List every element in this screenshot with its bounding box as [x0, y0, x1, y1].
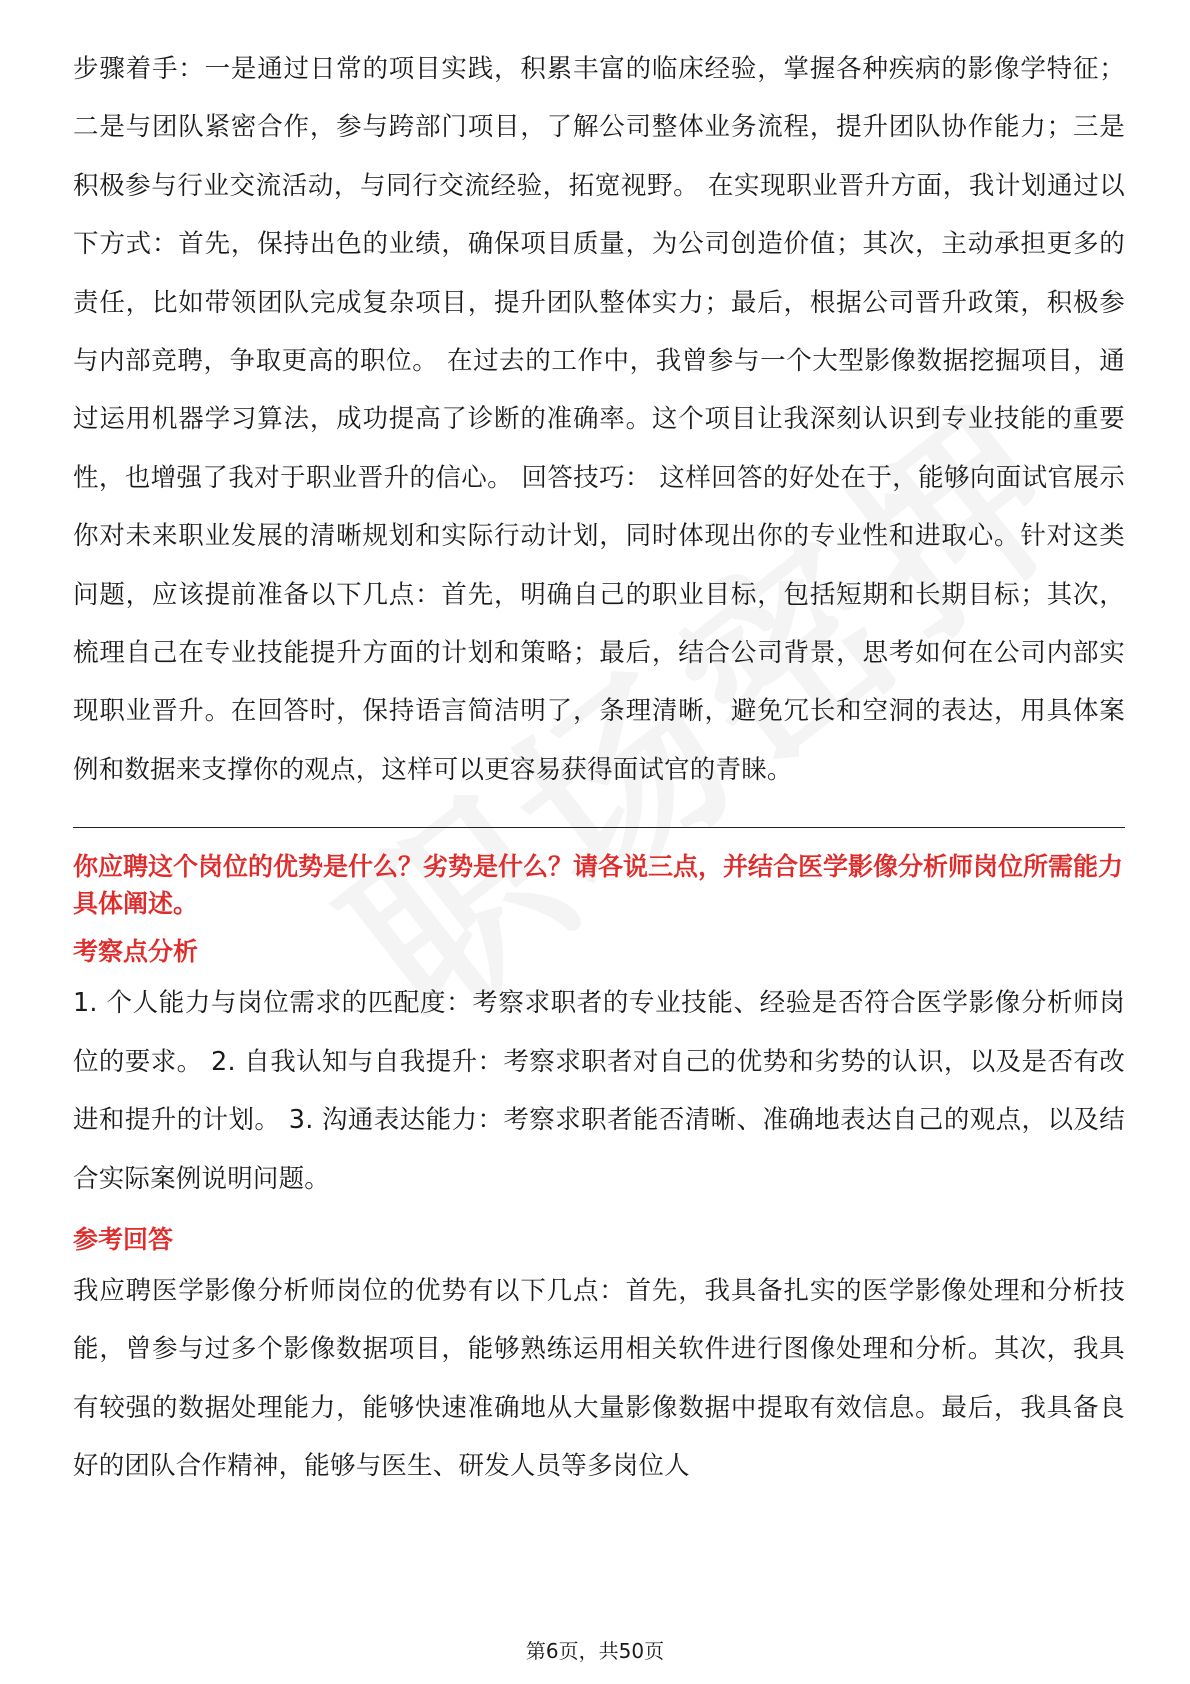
- document-page: [73, 40, 1125, 1496]
- analysis-text: 1. 个人能力与岗位需求的匹配度：考察求职者的专业技能、经验是否符合医学影像分析师岗位的要求。 2. 自我认知与自我提升：考察求职者对自己的优势和劣势的认识，以及是否有改进和提升的计划。 3. 沟通表达能力：考察求职者能否清晰、准确地表达自己的观点，以及结合实际案例说明问题。: [73, 988, 1125, 1194]
- page-number: 第6页，共50页: [525, 1639, 665, 1663]
- section-divider: [73, 827, 1125, 828]
- interview-question: 你应聘这个岗位的优势是什么？劣势是什么？请各说三点，并结合医学影像分析师岗位所需能力具体阐述。: [73, 852, 1124, 919]
- reference-heading: 参考回答: [73, 1224, 174, 1254]
- analysis-heading: 考察点分析: [73, 937, 199, 967]
- continuation-paragraph: 步骤着手：一是通过日常的项目实践，积累丰富的临床经验，掌握各种疾病的影像学特征；二是与团队紧密合作，参与跨部门项目，了解公司整体业务流程，提升团队协作能力；三是积极参与行业交流活动，与同行交流经验，拓宽视野。 在实现职业晋升方面，我计划通过以下方式：首先，保持出色的业绩，确保项目质量，为公司创造价值；其次，主动承担更多的责任，比如带领团队完成复杂项目，提升团队整体实力；最后，根据公司晋升政策，积极参与内部竞聘，争取更高的职位。 在过去的工作中，我曾参与一个大型影像数据挖掘项目，通过运用机器学习算法，成功提高了诊断的准确率。这个项目让我深刻认识到专业技能的重要性，也增强了我对于职业晋升的信心。 回答技巧： 这样回答的好处在于，能够向面试官展示你对未来职业发展的清晰规划和实际行动计划，同时体现出你的专业性和进取心。针对这类问题，应该提前准备以下几点：首先，明确自己的职业目标，包括短期和长期目标；其次，梳理自己在专业技能提升方面的计划和策略；最后，结合公司背景，思考如何在公司内部实现职业晋升。在回答时，保持语言简洁明了，条理清晰，避免冗长和空洞的表达，用具体案例和数据来支撑你的观点，这样可以更容易获得面试官的青睐。: [73, 54, 1125, 785]
- reference-text: 我应聘医学影像分析师岗位的优势有以下几点：首先，我具备扎实的医学影像处理和分析技能，曾参与过多个影像数据项目，能够熟练运用相关软件进行图像处理和分析。其次，我具有较强的数据处理能力，能够快速准确地从大量影像数据中提取有效信息。最后，我具备良好的团队合作精神，能够与医生、研发人员等多岗位人: [73, 1275, 1125, 1482]
